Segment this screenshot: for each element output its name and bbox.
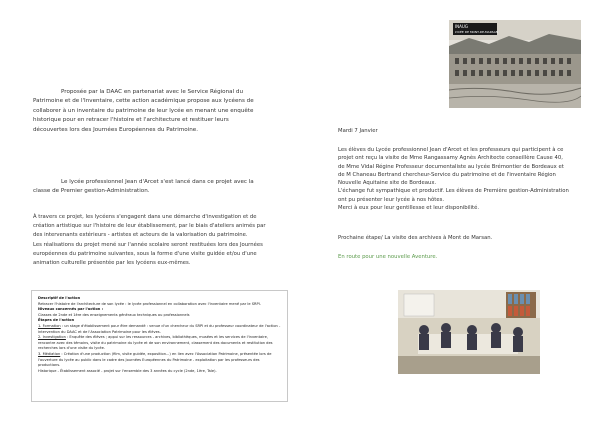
box-heading-levels: Niveaux concernés par l'action :: [38, 307, 104, 312]
visit-text-1: Les élèves du Lycée professionnel Jean d'Arcet et les professeurs qui participent à ce projet ont reçu la visite de Mme Rangassamy Agnès Architecte conseillère Cause 40, de Mme Vidal Régine Professeur documentaliste au lycée Brémontier de Bordeaux et de M Chaneau Bertrand chercheur-Service du patrimoine et de l'inventaire Région Nouvelle Aquitaine site de Bordeaux.: [338, 147, 564, 187]
visit-text-3: Merci à eux pour leur gentillesse et leur disponibilité.: [338, 205, 480, 212]
projet-text-2: Les réalisations du projet mené sur l'année scolaire seront restituées lors des Journées européennes du patrimoine suivantes, sous la forme d'une visite guidée et/ou d'une animation culturelle présentée par les lycéens eux-mêmes.: [33, 241, 263, 266]
step-2-label: 2. Investigation: [38, 335, 66, 340]
visit-paragraph: [338, 146, 570, 212]
next-step-text: Prochaine étape/ La visite des archives à Mont de Marsan.: [338, 235, 493, 241]
action-description-box: [31, 290, 288, 402]
step-2-text: : Enquête des élèves ; appui sur les ressources - archives, bibliothèques, musées et les services de l'inventaire, rencontre avec des témoins, visite du patrimoine du lycée et de son environnement, classement des documents et restitution des recherches lors d'une visite du lycée.: [38, 335, 273, 351]
lycee-paragraph: [33, 178, 265, 197]
box-text-description: Retracer l'histoire de l'architecture de son lycée : le lycée professionnel en collaboration avec l'inventaire mené par le SRPI.: [38, 301, 261, 306]
intro-text: Proposée par la DAAC en partenariat avec le Service Régional du Patrimoine et de l'Inventaire, cette action académique propose aux lycéens de collaborer à un inventaire du patrimoine de leur lycée en menant une enquête historique pour en retracer l'histoire et l'architecture et restituer leurs découvertes lors des Journées Européennes du Patrimoine.: [33, 89, 254, 133]
lycee-engraving-image: [449, 20, 581, 108]
box-step-2: [38, 335, 281, 352]
classroom-photo: [398, 290, 540, 374]
box-step-3: [38, 352, 281, 369]
box-step-1: [38, 324, 281, 335]
projet-paragraph: [33, 213, 271, 268]
visit-date: Mardi 7 Janvier: [338, 128, 378, 134]
engraving-caption-1: INAUG: [455, 24, 468, 29]
step-3-label: 3. Médiation: [38, 351, 61, 356]
box-heading-steps: Étapes de l'action: [38, 318, 75, 323]
lycee-text: Le lycée professionnel Jean d'Arcet s'est lancé dans ce projet avec la classe de Premier gestion-Administration.: [33, 179, 254, 195]
road-text: En route pour une nouvelle Aventure.: [338, 254, 438, 260]
engraving-caption-2: LYCÉE DE MONT-DE-MARSAN: [455, 30, 499, 34]
projet-text-1: À travers ce projet, les lycéens s'engagent dans une démarche d'investigation et de création artistique sur l'histoire de leur établissement, par le biais d'ateliers animés par des intervenants extérieurs - artistes et acteurs de la valorisation du patrimoine.: [33, 214, 266, 238]
box-text-levels: Classes de 2nde et 1ère des enseignements généraux techniques ou professionnels: [38, 312, 190, 317]
step-1-text: : un stage d'établissement pour être demandé : venue d'un chercheur du SRPI et du professeur coordinateur de l'action - intervention du DAAC et de l'Association Patrimoine pour les élèves.: [38, 323, 281, 334]
visit-text-2: L'échange fut sympathique et productif. Les élèves de Première gestion-Administration ont pu présenter leur lycée à nos hôtes.: [338, 188, 569, 203]
intro-paragraph: [33, 88, 265, 135]
box-heading-description: Descriptif de l'action: [38, 296, 81, 300]
step-3-text: : Création d'une production (film, visite guidée, exposition...) en lien avec l'Association Patrimoine, présentée lors de l'ouverture du lycée au public dans le cadre des Journées Européennes du Patrimoine - exploitation par les professeurs des productions.: [38, 351, 272, 368]
box-step-4: Historique - Établissement associé - projet sur l'ensemble des 3 années du cycle (2nde, 1ère, Tale).: [38, 368, 217, 373]
step-1-label: 1. Formation: [38, 323, 61, 328]
